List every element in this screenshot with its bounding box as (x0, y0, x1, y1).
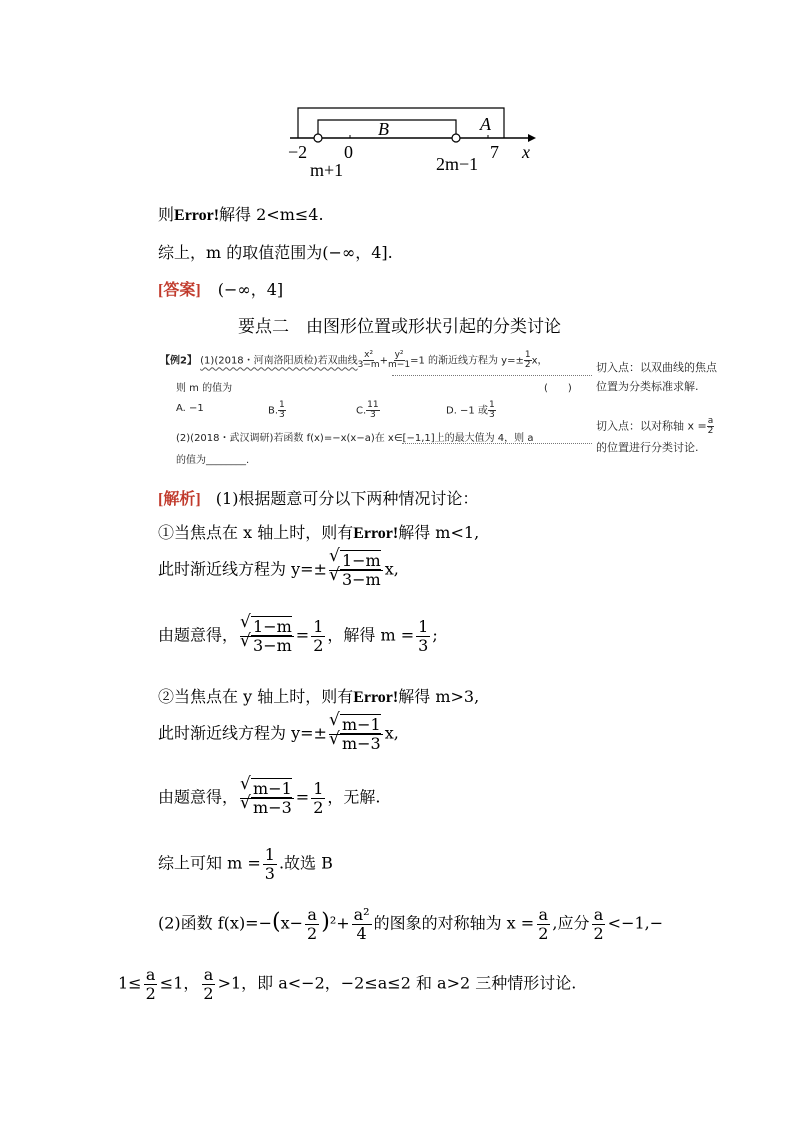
option-a: A. −1 (176, 403, 204, 414)
section-heading: 要点二 由图形位置或形状引起的分类讨论 (238, 317, 561, 337)
note-1: 切入点：以双曲线的焦点 位置为分类标准求解. (596, 361, 717, 393)
example-q1-line2: 则 m 的值为 (176, 383, 233, 394)
line-range-summary: 综上，m 的取值范围为(−∞，4]. (158, 243, 393, 262)
equation1-line: 由题意得， √ 1−m √ 3−m = $\frac{1}{2}$ ，解得 m = $\frac{1}{3}$ ; (158, 618, 438, 654)
example-q2-line2: 的值为________. (176, 455, 250, 466)
line-error-result: 则Error!解得 2<m≤4. (158, 205, 324, 224)
answer-label: [答案] (158, 282, 201, 299)
example-block (160, 345, 720, 465)
connector-line-2 (402, 443, 592, 444)
axis-var-label: x (522, 142, 530, 162)
set-b-label: B (378, 119, 389, 139)
number-line-figure (280, 100, 540, 180)
equation2-line: 由题意得， √ m−1 √ m−3 = $\frac{1}{2}$ ，无解. (158, 780, 380, 816)
connector-line-1 (392, 375, 592, 376)
answer-line (158, 277, 283, 300)
case1-line: ①当焦点在 x 轴上时，则有Error!解得 m<1, (158, 523, 480, 542)
part2-line: (2)函数 f(x)=−(x− $\frac{a}{2}$ )²+ $\frac{\text{a²}}{4}$ 的图象的对称轴为 x = $\frac{a}{2}$ ,应分 $\frac{a}{2}$ <−1,− (158, 905, 664, 943)
option-d: D. −1 或 $\frac{1}{3}$ (446, 400, 495, 420)
note-2: 切入点：以对称轴 x = $\frac{a}{2}$ 的位置进行分类讨论. (596, 416, 714, 454)
tick-7: 7 (490, 142, 499, 162)
answer-value: (−∞，4] (217, 280, 284, 299)
example-q1-paren: ( ) (544, 383, 572, 394)
option-c: C. $\frac{11}{3}$ (356, 400, 379, 420)
solution-intro: [解析] (1)根据题意可分以下两种情况讨论： (158, 489, 479, 508)
label-2m-minus-1: 2m−1 (436, 154, 479, 174)
conclusion-line: 综上可知 m = $\frac{1}{3}$ .故选 B (158, 845, 333, 883)
tick-0: 0 (344, 142, 353, 162)
label-m-plus-1: m+1 (310, 160, 344, 180)
example-q1-line: 【例2】 (1)(2018・河南洛阳质检)若双曲线 $\frac{\text{x²}}{3-m}$ + $\frac{\text{y²}}{m-1}$ =1 的渐近线方程为 y=± $\frac{1}{2}$ x， (160, 350, 548, 370)
example-q2-line: (2)(2018・武汉调研)若函数 f(x)=−x(x−a)在 x∈[−1,1]上的最大值为 4，则 a (176, 433, 534, 444)
tick-neg2: −2 (288, 142, 308, 162)
case2-line: ②当焦点在 y 轴上时，则有Error!解得 m>3, (158, 687, 480, 706)
option-b: B. $\frac{1}{3}$ (268, 400, 285, 420)
asymptote1-line: 此时渐近线方程为 y=± √ 1−m √ 3−m x, (158, 552, 399, 588)
solution-label: [解析] (158, 491, 201, 508)
asymptote2-line: 此时渐近线方程为 y=± √ m−1 √ m−3 x, (158, 716, 399, 752)
part2-line-last: 1≤ $\frac{a}{2}$ ≤1， $\frac{a}{2}$ >1，即 a<−2，−2≤a≤2 和 a>2 三种情形讨论. (118, 965, 577, 1003)
set-a-label: A (480, 114, 491, 134)
